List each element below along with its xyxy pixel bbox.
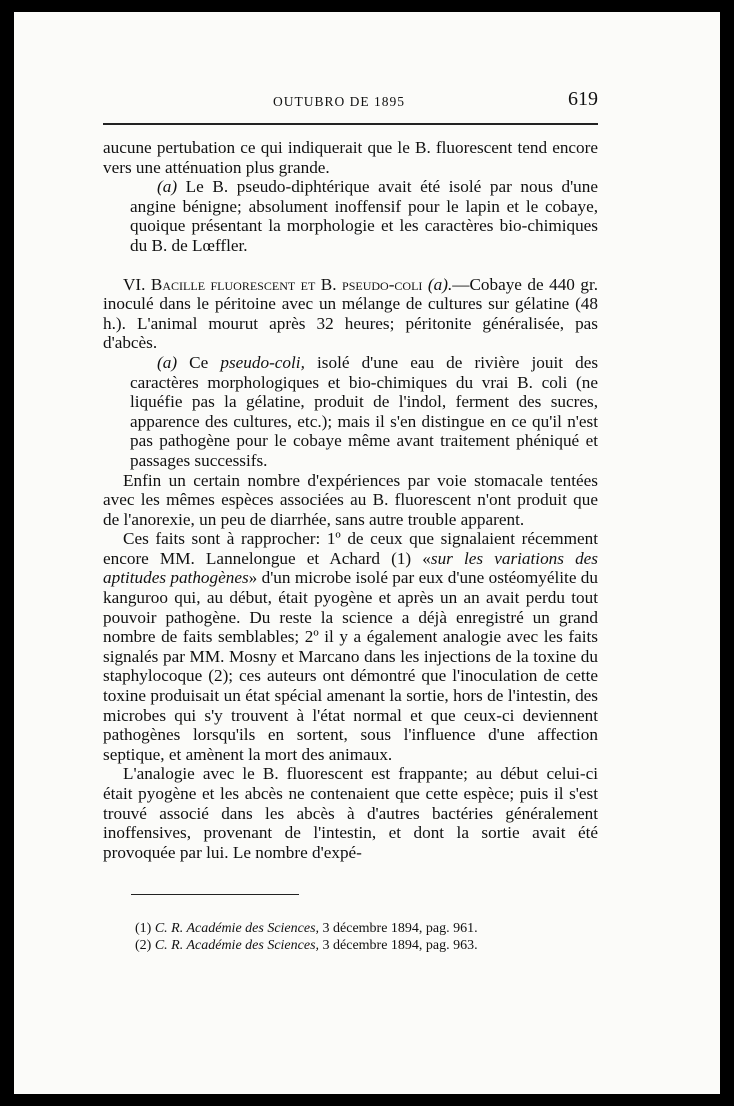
footnote-source: C. R. Académie des Sciences, [154, 938, 320, 953]
section-title: Bacille fluorescent et B. pseudo-coli [150, 274, 423, 294]
paragraph-faits [103, 529, 598, 764]
page-number: 619 [568, 88, 598, 110]
faits-part-b: » d'un microbe isolé par eux d'une ostéomyélite du kanguroo qui, au début, était pyogène et après un an avait perdu tout pouvoir pathogène. Du reste la science a déjà enregistré un grand nombre de faits semblables; 2º il y a également analogie avec les faits signalés par MM. Mosny et Marcano dans les injections de la toxine du staphylocoque (2); ces auteurs ont démontré que l'inoculation de cette toxine produisait un état spécial amenant la sortie, hors de l'intestin, des microbes qui s'y trouvent à l'état normal et que ceux-ci deviennent pathogènes lorsqu'ils en sortent, sous l'influence d'une affection septique, et amènent la mort des animaux. [103, 568, 598, 764]
section-ref: (a). [427, 274, 453, 294]
footnotes [135, 920, 595, 954]
running-title: OUTUBRO DE 1895 [273, 94, 405, 109]
note-italic: pseudo-coli, [220, 352, 305, 372]
footnote-detail: 3 décembre 1894, pag. 961. [322, 921, 478, 936]
book-page [14, 12, 720, 1094]
section-number: VI. [123, 274, 146, 294]
footnote-marker: (2) [135, 938, 152, 953]
footnote-rule [131, 894, 299, 895]
note-lead: Ce [189, 352, 209, 372]
header-rule [103, 123, 598, 125]
footnote-2 [135, 937, 595, 954]
footnote-1 [135, 920, 595, 937]
note-pseudo-diphterique [103, 177, 598, 255]
footnote-marker: (1) [135, 921, 152, 936]
faits-part-a: Ces faits sont à rapprocher: 1º de ceux que signalaient récemment encore MM. Lannelongue et Achard (1) « [103, 529, 598, 568]
section-vi [103, 275, 598, 353]
note-marker: (a) [157, 352, 178, 372]
page-header [103, 88, 598, 118]
main-text [103, 138, 598, 862]
footnote-source: C. R. Académie des Sciences, [154, 921, 320, 936]
note-marker: (a) [157, 177, 178, 197]
note-text: Le B. pseudo-diphtérique avait été isolé par nous d'une angine bénigne; absolument inoffensif pour le lapin et le cobaye, quoique présentant la morphologie et les caractères bio-chimiques du B. de Lœffler. [130, 177, 598, 255]
paragraph-analogie: L'analogie avec le B. fluorescent est frappante; au début celui-ci était pyogène et les abcès ne contenaient que cette espèce; puis il s'est trouvé associé dans les abcès à d'autres bactéries généralement inoffensives, provenant de l'intestin, et dont la sortie avait été provoquée par lui. Le nombre d'expé- [103, 764, 598, 862]
section-text: —Cobaye de 440 gr. inoculé dans le péritoine avec un mélange de cultures sur gélatine (48 h.). L'animal mourut après 32 heures; péritonite généralisée, pas d'abcès. [103, 274, 599, 353]
paragraph-continuation: aucune pertubation ce qui indiquerait que le B. fluorescent tend encore vers une atténuation plus grande. [103, 138, 598, 177]
paragraph-enfin: Enfin un certain nombre d'expériences par voie stomacale tentées avec les mêmes espèces associées au B. fluorescent n'ont produit que de l'anorexie, un peu de diarrhée, sans autre trouble apparent. [103, 470, 598, 529]
note-pseudo-coli [103, 353, 598, 471]
footnote-detail: 3 décembre 1894, pag. 963. [322, 938, 478, 953]
note-text: isolé d'une eau de rivière jouit des caractères morphologiques et bio-chimiques du vrai B. coli (ne liquéfie pas la gélatine, produit de l'indol, ferment des sucres, apparence des cultures, etc.); mais il s'en distingue en ce qu'il n'est pas pathogène pour le cobaye même avant traitement phéniqué et passages successifs. [130, 352, 599, 470]
faits-italic: sur les variations des aptitudes pathogènes [103, 548, 598, 588]
